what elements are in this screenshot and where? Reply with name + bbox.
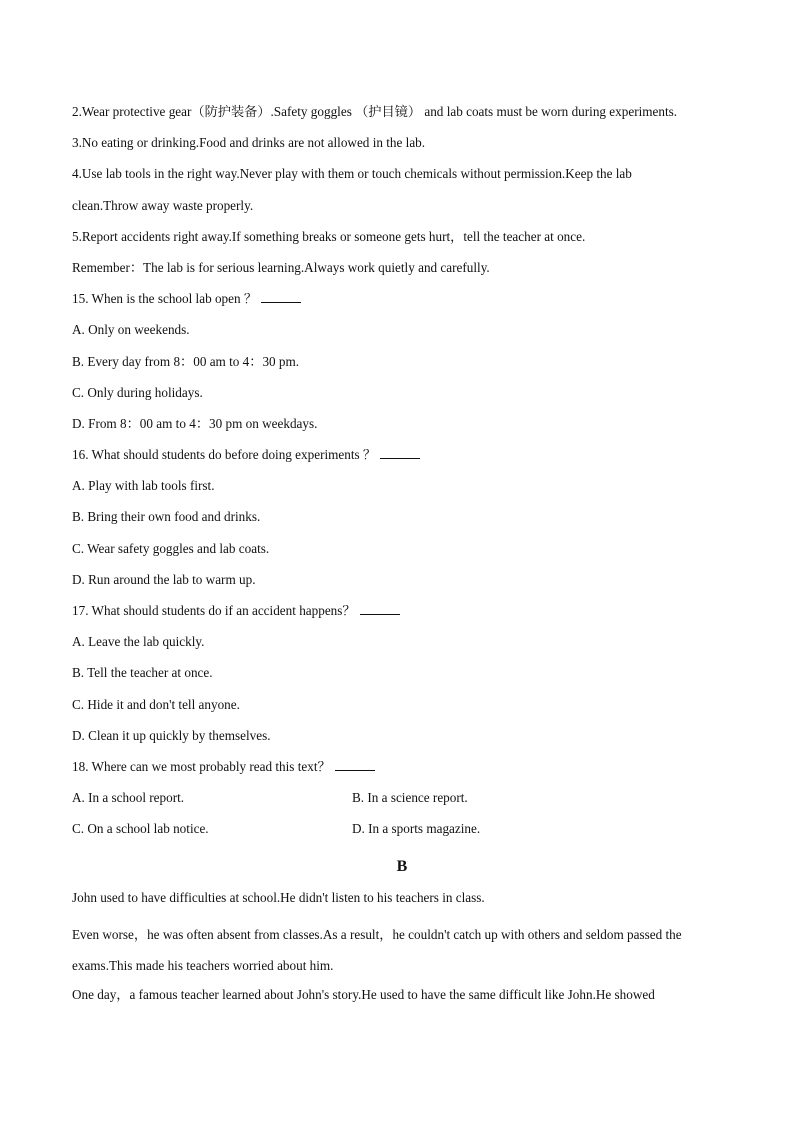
question-18-option-d: D. In a sports magazine. (352, 821, 481, 837)
question-15-stem (72, 289, 732, 320)
question-18-options-row-2 (72, 819, 732, 850)
question-16-option-c: C. Wear safety goggles and lab coats. (72, 540, 270, 556)
section-b-heading: B (396, 857, 408, 875)
question-16-option-d: D. Run around the lab to warm up. (72, 571, 256, 587)
question-17-text: 17. What should students do if an accident happens？ (72, 603, 356, 618)
rule-4: 4.Use lab tools in the right way.Never play with them or touch chemicals without permission.Keep the lab (72, 166, 632, 182)
question-15-text: 15. When is the school lab open ？ (72, 291, 258, 307)
document-content (72, 102, 732, 1016)
question-17-stem (72, 601, 732, 632)
question-18-option-a: A. In a school report. (72, 790, 185, 806)
answer-blank[interactable] (360, 601, 400, 615)
answer-blank[interactable] (335, 757, 375, 771)
rule-4-continued: clean.Throw away waste properly. (72, 197, 254, 213)
question-18-text: 18. Where can we most probably read this text？ (72, 758, 331, 774)
question-15-option-b: B. Every day from 8：00 am to 4：30 pm. (72, 353, 300, 369)
question-17-option-c: C. Hide it and don't tell anyone. (72, 696, 240, 712)
question-16-option-a: A. Play with lab tools first. (72, 478, 215, 494)
section-b-paragraph-2: Even worse，he was often absent from classes.As a result，he couldn't catch up with others and seldom passed the exams.This made his teachers worried about him. (72, 926, 682, 973)
question-18-stem (72, 757, 732, 788)
answer-blank[interactable] (261, 289, 301, 303)
question-18-options-row-1 (72, 788, 732, 819)
question-15-option-a: A. Only on weekends. (72, 322, 190, 338)
question-17-option-b: B. Tell the teacher at once. (72, 665, 213, 681)
question-15-option-c: C. Only during holidays. (72, 384, 203, 400)
question-18-option-c: C. On a school lab notice. (72, 821, 209, 837)
answer-blank[interactable] (380, 445, 420, 459)
reminder: Remember：The lab is for serious learning.Always work quietly and carefully. (72, 259, 490, 275)
question-17-option-d: D. Clean it up quickly by themselves. (72, 727, 271, 743)
question-15-option-d: D. From 8：00 am to 4：30 pm on weekdays. (72, 415, 318, 431)
question-17-option-a: A. Leave the lab quickly. (72, 634, 205, 650)
question-16-text: 16. What should students do before doing experiments ？ (72, 447, 377, 463)
question-16-stem (72, 445, 732, 476)
rule-5: 5.Report accidents right away.If something breaks or someone gets hurt，tell the teacher at once. (72, 228, 586, 244)
section-b-paragraph-1: John used to have difficulties at school.He didn't listen to his teachers in class. (72, 889, 485, 905)
rule-2: 2.Wear protective gear（防护装备）.Safety goggles （护目镜） and lab coats must be worn during experiments. (72, 104, 678, 119)
question-16-option-b: B. Bring their own food and drinks. (72, 509, 261, 525)
section-b-paragraph-3: One day，a famous teacher learned about John's story.He used to have the same difficult like John.He showed (72, 987, 655, 1003)
question-18-option-b: B. In a science report. (352, 790, 468, 806)
rule-3: 3.No eating or drinking.Food and drinks are not allowed in the lab. (72, 135, 426, 151)
